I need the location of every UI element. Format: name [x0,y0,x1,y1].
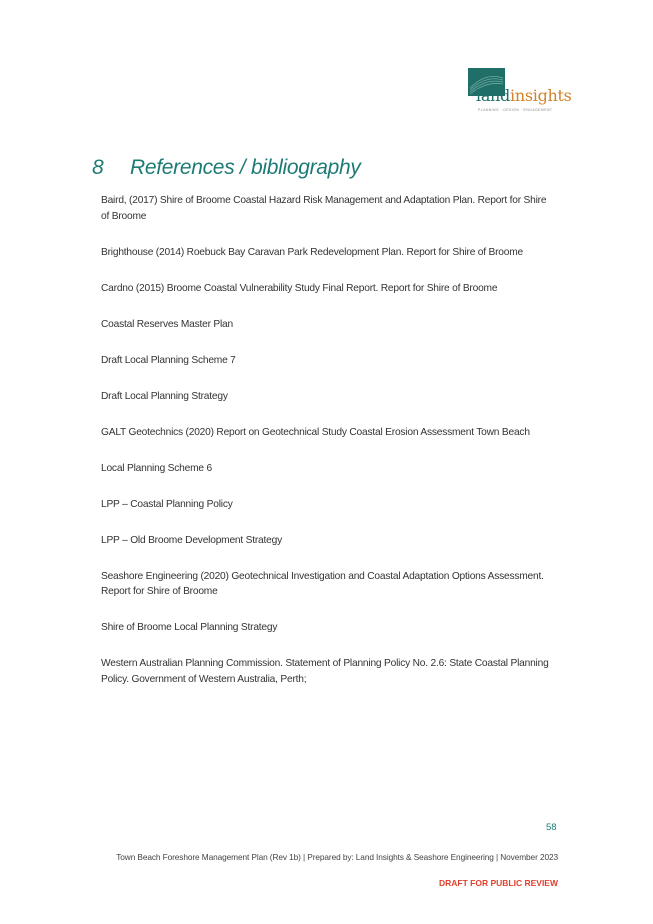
reference-item: Shire of Broome Local Planning Strategy [101,622,278,633]
reference-item: Seashore Engineering (2020) Geotechnical Investigation and Coastal Adaptation Options Assessment. Report for Shire of Broome [101,570,544,597]
reference-item: GALT Geotechnics (2020) Report on Geotechnical Study Coastal Erosion Assessment Town Beach [101,426,530,438]
reference-item: Western Australian Planning Commission. Statement of Planning Policy No. 2.6: State Coastal Planning Policy. Government of Western Australia, Perth; [101,658,549,685]
section-title: References / bibliography [130,156,361,179]
reference-item: LPP – Coastal Planning Policy [101,498,233,510]
reference-item: Draft Local Planning Strategy [101,390,228,402]
logo-wordmark [476,86,572,105]
reference-item: Brighthouse (2014) Roebuck Bay Caravan Park Redevelopment Plan. Report for Shire of Broome [101,246,523,258]
logo-text-land: land [476,86,511,105]
reference-item: Cardno (2015) Broome Coastal Vulnerability Study Final Report. Report for Shire of Broome [101,282,498,294]
logo-tagline: PLANNING · DESIGN · ENGAGEMENT [478,108,553,112]
reference-item: Local Planning Scheme 6 [101,462,212,474]
reference-item: LPP – Old Broome Development Strategy [101,534,282,546]
section-heading [92,156,361,180]
section-number: 8 [92,156,104,179]
draft-label: DRAFT FOR PUBLIC REVIEW [439,878,558,888]
reference-list [101,193,556,708]
logo-text-insights: insights [510,86,572,105]
reference-item: Coastal Reserves Master Plan [101,318,233,330]
footer-text: Town Beach Foreshore Management Plan (Rev 1b) | Prepared by: Land Insights & Seashore Engineering | November 2023 [116,852,558,862]
reference-item: Draft Local Planning Scheme 7 [101,354,236,366]
land-insights-logo [468,68,572,116]
reference-item: Baird, (2017) Shire of Broome Coastal Hazard Risk Management and Adaptation Plan. Report for Shire of Broome [101,195,547,222]
page-number: 58 [546,822,557,833]
